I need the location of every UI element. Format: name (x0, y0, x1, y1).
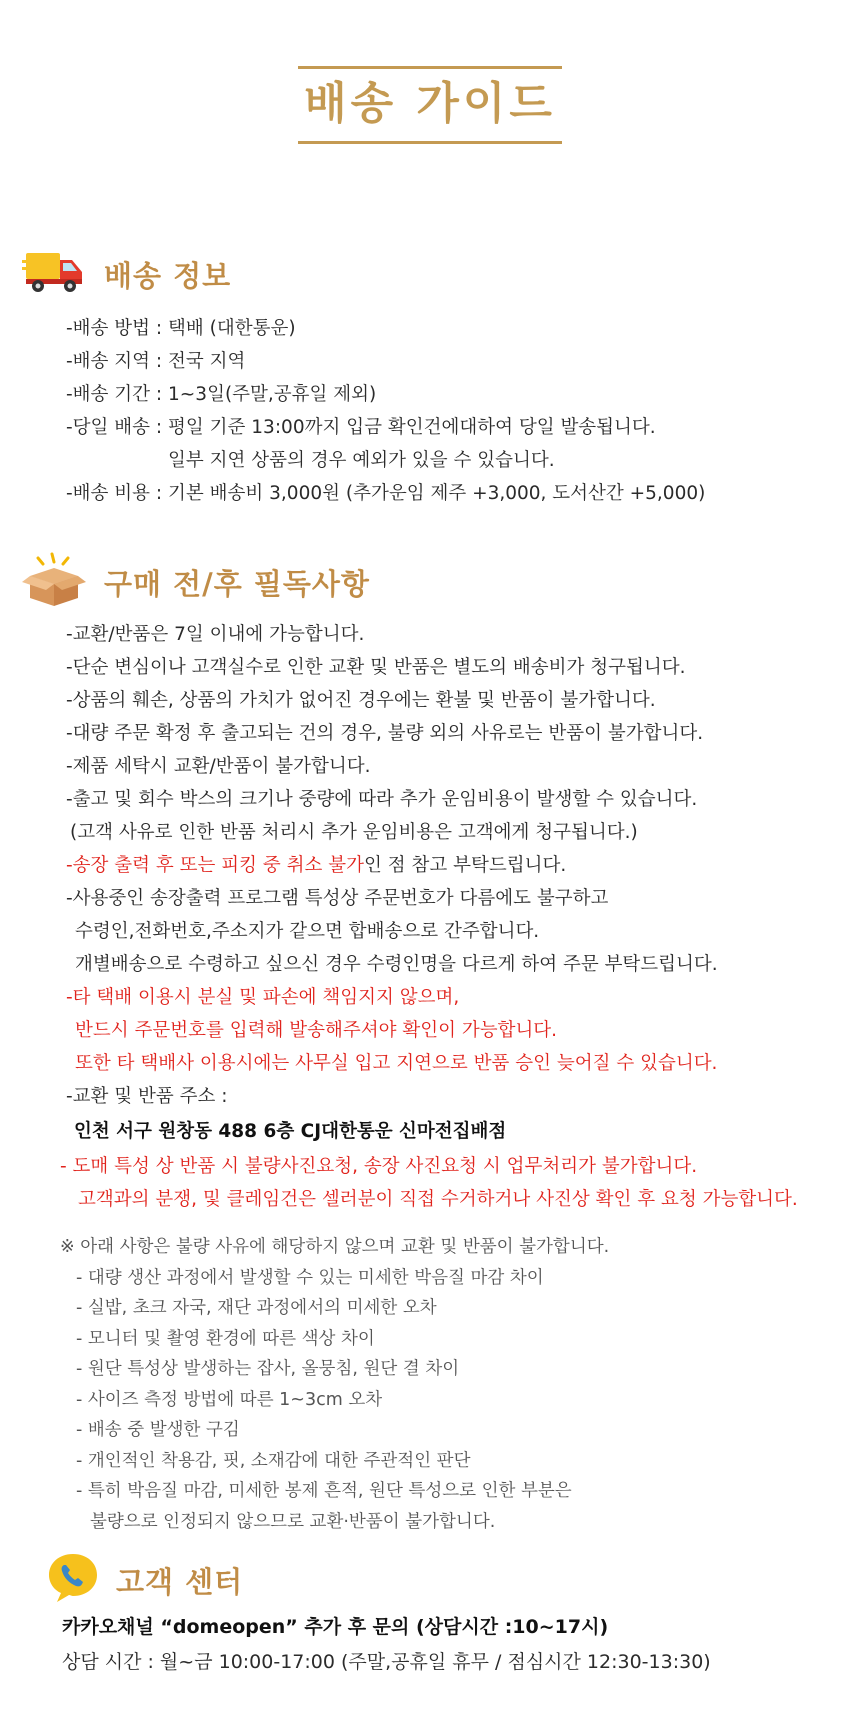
cancel-warning: -송장 출력 후 또는 피킹 중 취소 불가 (66, 855, 365, 876)
customer-heading: 고객 센터 (116, 1564, 244, 1599)
delivery-truck-icon (22, 250, 86, 298)
shipping-period: -배송 기간 : 1~3일(주말,공휴일 제외) (66, 384, 377, 405)
consultation-hours: 상담 시간 : 월~금 10:00-17:00 (주말,공휴일 휴무 / 점심시간 12:30-13:30) (62, 1651, 711, 1673)
non-defect-item: - 대량 생산 과정에서 발생할 수 있는 미세한 박음질 마감 차이 (76, 1267, 544, 1288)
purchase-heading: 구매 전/후 필독사항 (104, 566, 370, 601)
damage-no-refund: -상품의 훼손, 상품의 가치가 없어진 경우에는 환불 및 반품이 불가합니다. (66, 690, 656, 711)
purchase-section-header (22, 552, 370, 612)
separate-shipping-request: 개별배송으로 수령하고 싶으신 경우 수령인명을 다르게 하여 주문 부탁드립니다. (75, 954, 718, 975)
non-defect-item: 불량으로 인정되지 않으므로 교환·반품이 불가합니다. (90, 1511, 496, 1532)
page-title: 배송 가이드 (298, 66, 562, 144)
non-defect-item: - 실밥, 초크 자국, 재단 과정에서의 미세한 오차 (76, 1298, 437, 1318)
non-defect-item: - 모니터 및 촬영 환경에 따른 색상 차이 (76, 1328, 375, 1349)
change-of-mind-fee: -단순 변심이나 고객실수로 인한 교환 및 반품은 별도의 배송비가 청구됩니다. (66, 657, 686, 678)
non-defect-item: - 배송 중 발생한 구김 (76, 1420, 240, 1440)
kakao-channel-info: 카카오채널 “domeopen” 추가 후 문의 (상담시간 :10~17시) (62, 1616, 609, 1638)
non-defect-item: - 개인적인 착용감, 핏, 소재감에 대한 주관적인 판단 (76, 1450, 471, 1471)
non-defect-intro: ※ 아래 사항은 불량 사유에 해당하지 않으며 교환 및 반품이 불가합니다. (60, 1237, 610, 1257)
shipping-region: -배송 지역 : 전국 지역 (66, 351, 246, 372)
shipping-section-header (22, 250, 231, 298)
cancel-notice (66, 849, 798, 882)
non-defect-item: - 특히 박음질 마감, 미세한 봉제 흔적, 원단 특성으로 인한 부분은 (76, 1481, 572, 1501)
exchange-period: -교환/반품은 7일 이내에 가능합니다. (66, 624, 365, 645)
washing-no-return: -제품 세탁시 교환/반품이 불가합니다. (66, 756, 371, 777)
wholesale-policy-warning: - 도매 특성 상 반품 시 불량사진요청, 송장 사진요청 시 업무처리가 불가합니다. (60, 1156, 698, 1177)
phone-bubble-icon (46, 1552, 100, 1608)
combined-shipping-rule: 수령인,전화번호,주소지가 같으면 합배송으로 간주합니다. (75, 921, 540, 942)
non-defect-item: - 원단 특성상 발생하는 잡사, 올뭉침, 원단 결 차이 (76, 1359, 460, 1379)
order-number-required: 반드시 주문번호를 입력해 발송해주셔야 확인이 가능합니다. (75, 1020, 558, 1041)
same-day-shipping: -당일 배송 : 평일 기준 13:00까지 입금 확인건에대하여 당일 발송됩니다. (66, 417, 656, 438)
cancel-notice-tail: 인 점 참고 부탁드립니다. (364, 855, 567, 876)
purchase-notes-list (60, 618, 798, 1216)
bulk-order-no-return: -대량 주문 확정 후 출고되는 건의 경우, 불량 외의 사유로는 반품이 불가합니다. (66, 723, 704, 744)
extra-freight-customer: (고객 사유로 인한 반품 처리시 추가 운임비용은 고객에게 청구됩니다.) (70, 822, 638, 843)
combined-shipping-note: -사용중인 송장출력 프로그램 특성상 주문번호가 다름에도 불구하고 (66, 888, 609, 909)
dispute-policy-warning: 고객과의 분쟁, 및 클레임건은 셀러분이 직접 수거하거나 사진상 확인 후 요청 가능합니다. (78, 1189, 798, 1210)
customer-info (62, 1610, 711, 1680)
shipping-cost: -배송 비용 : 기본 배송비 3,000원 (추가운임 제주 +3,000, 도서산간 +5,000) (66, 483, 706, 504)
non-defect-notes (60, 1232, 609, 1537)
shipping-info-list (66, 312, 705, 510)
same-day-exception: 일부 지연 상품의 경우 예외가 있을 수 있습니다. (168, 450, 555, 471)
customer-section-header (46, 1552, 243, 1608)
shipping-method: -배송 방법 : 택배 (대한통운) (66, 318, 296, 339)
return-address-label: -교환 및 반품 주소 : (66, 1086, 228, 1107)
page-title-wrap (0, 66, 860, 144)
other-courier-delay: 또한 타 택배사 이용시에는 사무실 입고 지연으로 반품 승인 늦어질 수 있습니다. (75, 1053, 718, 1074)
return-address: 인천 서구 원창동 488 6층 CJ대한통운 신마전집배점 (74, 1121, 507, 1142)
shipping-heading: 배송 정보 (104, 258, 232, 293)
non-defect-item: - 사이즈 측정 방법에 따른 1~3cm 오차 (76, 1389, 383, 1410)
other-courier-warning: -타 택배 이용시 분실 및 파손에 책임지지 않으며, (66, 987, 460, 1008)
open-box-icon (22, 552, 86, 612)
extra-freight-note: -출고 및 회수 박스의 크기나 중량에 따라 추가 운임비용이 발생할 수 있습니다. (66, 789, 698, 810)
